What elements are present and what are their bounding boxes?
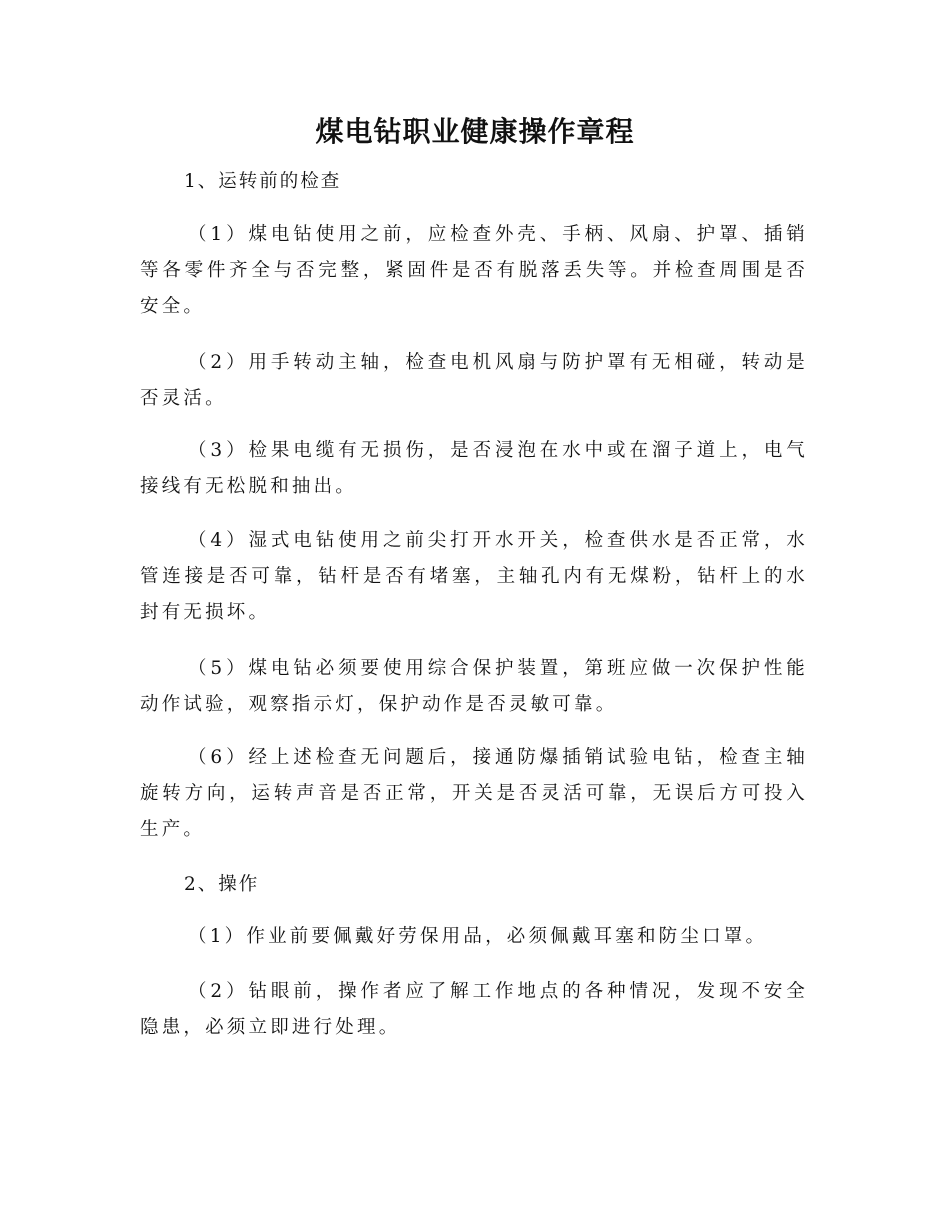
section-heading: 2、操作 — [184, 874, 260, 895]
paragraph: （6）经上述检查无问题后，接通防爆插销试验电钻，检查主轴旋转方向，运转声音是否正常，开关是否灵活可靠，无误后方可投入生产。 — [140, 747, 808, 840]
paragraph: （2）用手转动主轴，检查电机风扇与防护罩有无相碰，转动是否灵活。 — [140, 352, 808, 409]
paragraph: （1）煤电钻使用之前，应检查外壳、手柄、风扇、护罩、插销等各零件齐全与否完整，紧固件是否有脱落丢失等。并检查周围是否安全。 — [140, 224, 808, 317]
paragraph: （2）钻眼前，操作者应了解工作地点的各种情况，发现不安全隐患，必须立即进行处理。 — [140, 981, 808, 1038]
paragraph: （1）作业前要佩戴好劳保用品，必须佩戴耳塞和防尘口罩。 — [188, 926, 768, 947]
section-heading: 1、运转前的检查 — [184, 171, 342, 192]
paragraph: （5）煤电钻必须要使用综合保护装置，第班应做一次保护性能动作试验，观察指示灯，保护动作是否灵敏可靠。 — [140, 658, 808, 715]
document-title: 煤电钻职业健康操作章程 — [315, 115, 635, 148]
paragraph: （4）湿式电钻使用之前尖打开水开关，检查供水是否正常，水管连接是否可靠，钻杆是否有堵塞，主轴孔内有无煤粉，钻杆上的水封有无损坏。 — [140, 530, 808, 623]
paragraph: （3）检果电缆有无损伤，是否浸泡在水中或在溜子道上，电气接线有无松脱和抽出。 — [140, 440, 808, 497]
